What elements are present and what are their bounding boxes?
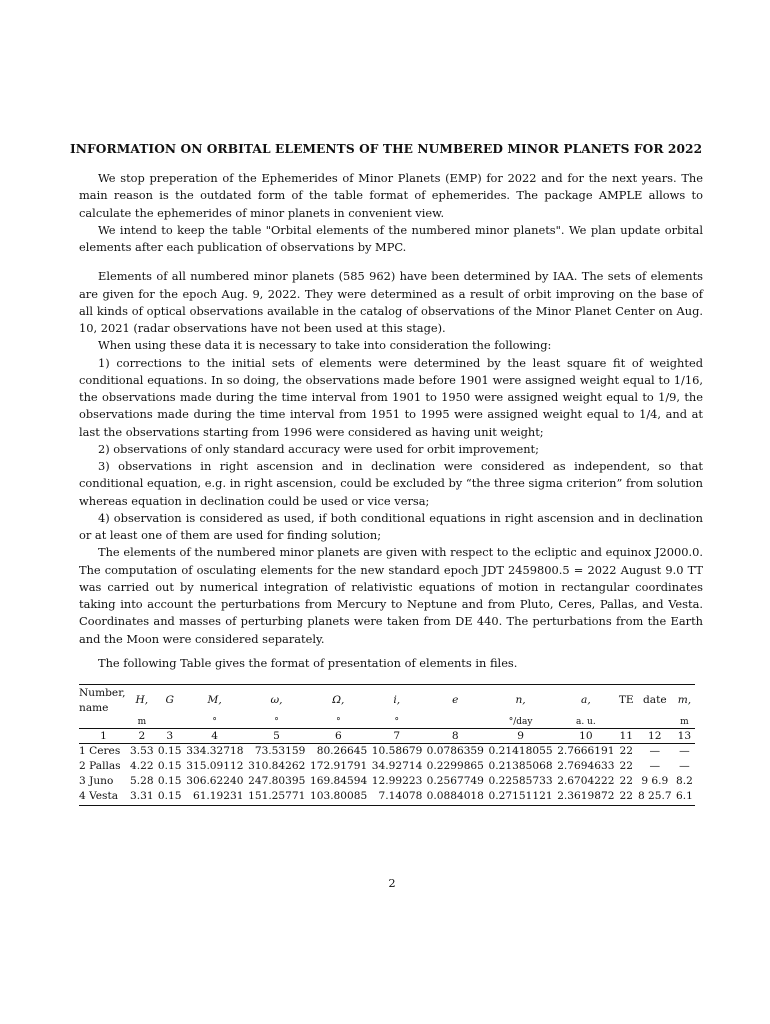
paragraph-elements-determined: Elements of all numbered minor planets (585 962) have been determined by IAA. The sets of elements are given for the epoch Aug. 9, 2022. They were determined as a result of orbit improving on the base of all kinds of optical observations available in the catalog of observations of the Minor Planet Center on Aug. 10, 2021 (radar observations have not been used at this stage). — [79, 269, 703, 335]
column-number-cell: 11 — [617, 728, 636, 744]
table-cell: 2.6704222 — [557, 774, 615, 787]
column-number-cell: 12 — [636, 728, 674, 744]
table-cell: 2.7694633 — [557, 760, 615, 773]
table-cell: 3.31 — [128, 789, 156, 805]
table-cell: 4 Vesta — [79, 789, 128, 805]
header-cell: n, — [486, 685, 555, 716]
table-cell: 3 Juno — [79, 774, 114, 787]
header-cell: M, — [184, 685, 246, 716]
unit-cell: ° — [212, 716, 217, 727]
header-cell: G — [156, 685, 184, 716]
unit-cell — [79, 716, 128, 729]
unit-cell: m — [137, 716, 147, 727]
table-cell: — — [649, 760, 661, 773]
column-number-cell: 1 — [79, 728, 128, 744]
table-units-row — [79, 716, 695, 729]
table-cell: 2.3619872 — [555, 789, 617, 805]
table-column-numbers-row — [79, 728, 695, 744]
table-cell: 334.32718 — [186, 745, 244, 758]
table-cell: 22 — [619, 760, 634, 773]
table-cell: 0.15 — [157, 774, 182, 787]
paragraph-item-3: 3) observations in right ascension and in declination were considered as independent, so that conditional equation, e.g. in right ascension, could be excluded by “the three sigma criterion” from solution whereas equation in declination could be used or vice versa; — [79, 459, 703, 508]
table-cell: 0.15 — [156, 789, 184, 805]
table-cell: 8.2 — [675, 774, 693, 787]
column-number-cell: 3 — [156, 728, 184, 744]
paragraph-item-4: 4) observation is considered as used, if both conditional equations in right ascension and in declination or at least one of them are used for finding solution; — [79, 510, 703, 542]
paragraph-ecliptic-equinox: The elements of the numbered minor planets are given with respect to the ecliptic and equinox J2000.0. The computation of osculating elements for the new standard epoch JDT 2459800.5 = 2022 August 9.0 TT was carried out by numerical integration of relativistic equations of motion in rectangular coordinates taking into account the perturbations from Mercury to Neptune and from Pluto, Ceres, Pallas, and Vesta. Coordinates and masses of perturbing planets were taken from DE 440. The perturbations from the Earth and the Moon were considered separately. — [79, 545, 703, 646]
column-number-cell: 7 — [369, 728, 424, 744]
column-number-cell: 10 — [555, 728, 617, 744]
unit-cell — [424, 716, 486, 729]
table-cell: — — [679, 760, 690, 773]
table-cell: 315.09112 — [186, 760, 244, 773]
table-cell: 4.22 — [130, 760, 154, 773]
table-cell: 0.27151121 — [486, 789, 555, 805]
header-cell: ω, — [246, 685, 308, 716]
table-cell: 12.99223 — [371, 774, 423, 787]
table-cell: 169.84594 — [309, 774, 368, 787]
paragraph-emp-stop: We stop preperation of the Ephemerides of Minor Planets (EMP) for 2022 and for the next years. The main reason is the outdated form of the table format of ephemerides. The package AMPLE allows to calculate the ephemerides of minor planets in convenient view. — [79, 171, 703, 220]
table-cell: 80.26645 — [316, 745, 368, 758]
header-number-name — [79, 685, 128, 716]
unit-cell — [636, 716, 674, 729]
table-cell: 0.2567749 — [426, 774, 484, 787]
unit-cell: a. u. — [575, 716, 596, 727]
column-number-cell: 4 — [184, 728, 246, 744]
table-cell: 0.22585733 — [488, 774, 553, 787]
column-number-cell: 6 — [307, 728, 369, 744]
paragraph-item-1: 1) corrections to the initial sets of elements were determined by the least square fit of weighted conditional equations. In so doing, the observations made before 1901 were assigned weight equal to 1/16, the observations made during the time interval from 1901 to 1950 were assigned weight equal to 1/9, the observations made during the time interval from 1951 to 1995 were assigned weight equal to 1/4, and at last the observations starting from 1996 were considered as having unit weight; — [79, 355, 703, 439]
table-cell: 2.7666191 — [557, 745, 615, 758]
table-cell: 8 25.7 — [636, 789, 674, 805]
unit-cell — [156, 716, 184, 729]
table-cell: 10.58679 — [371, 745, 423, 758]
table-cell: 2 Pallas — [79, 760, 121, 773]
paragraph-consideration: When using these data it is necessary to take into consideration the following: — [98, 338, 552, 353]
table-cell: 1 Ceres — [79, 745, 121, 758]
table-row — [79, 744, 695, 759]
table-cell: 310.84262 — [248, 760, 306, 773]
table-cell: 0.15 — [157, 745, 182, 758]
header-cell: e — [424, 685, 486, 716]
table-cell: 34.92714 — [371, 760, 423, 773]
header-cell: H, — [128, 685, 156, 716]
column-number-cell: 13 — [674, 728, 695, 744]
header-cell: Ω, — [307, 685, 369, 716]
table-intro: The following Table gives the format of presentation of elements in files. — [98, 656, 518, 670]
table-cell: 0.0786359 — [426, 745, 484, 758]
table-cell: 247.80395 — [248, 774, 306, 787]
table-cell: — — [649, 745, 661, 758]
elements-format-table — [79, 684, 695, 806]
table-cell: — — [679, 745, 690, 758]
unit-cell: ° — [336, 716, 341, 727]
unit-cell: ° — [274, 716, 279, 727]
unit-cell: m — [680, 716, 689, 727]
header-cell: TE — [617, 685, 636, 716]
page-title: INFORMATION ON ORBITAL ELEMENTS OF THE NUMBERED MINOR PLANETS FOR 2022 — [70, 142, 703, 156]
header-cell: name — [79, 701, 109, 714]
body-text — [79, 170, 703, 648]
table-cell: 0.2299865 — [426, 760, 484, 773]
unit-cell: ° — [394, 716, 400, 727]
header-cell: date — [636, 685, 674, 716]
table-cell: 103.80085 — [307, 789, 369, 805]
table-header-row — [79, 685, 695, 716]
table-cell: 6.1 — [674, 789, 695, 805]
header-cell: i, — [369, 685, 424, 716]
unit-cell — [617, 716, 636, 729]
table-cell: 73.53159 — [254, 745, 306, 758]
table-row — [79, 789, 695, 805]
paragraph-item-2: 2) observations of only standard accuracy were used for orbit improvement; — [98, 441, 539, 456]
table-cell: 151.25771 — [246, 789, 308, 805]
table-cell: 22 — [619, 745, 634, 758]
table-cell: 0.21385068 — [488, 760, 553, 773]
page-number: 2 — [388, 876, 396, 890]
table-cell: 306.62240 — [186, 774, 244, 787]
table-row — [79, 774, 695, 789]
header-cell: Number, — [79, 687, 126, 699]
column-number-cell: 9 — [486, 728, 555, 744]
column-number-cell: 5 — [246, 728, 308, 744]
table-cell: 9 6.9 — [641, 774, 669, 787]
table-cell: 22 — [619, 774, 634, 787]
table-cell: 22 — [617, 789, 636, 805]
table-cell: 61.19231 — [184, 789, 246, 805]
table-cell: 5.28 — [130, 774, 154, 787]
header-cell: m, — [674, 685, 695, 716]
unit-cell: °/day — [508, 716, 533, 727]
table-cell: 172.91791 — [309, 760, 368, 773]
table-row — [79, 759, 695, 774]
header-cell: a, — [555, 685, 617, 716]
table-cell: 0.21418055 — [488, 745, 553, 758]
column-number-cell: 8 — [424, 728, 486, 744]
table-cell: 7.14078 — [369, 789, 424, 805]
table-cell: 0.15 — [157, 760, 182, 773]
paragraph-keep-table: We intend to keep the table "Orbital elements of the numbered minor planets". We plan update orbital elements after each publication of observations by MPC. — [79, 222, 703, 254]
table-cell: 0.0884018 — [424, 789, 486, 805]
table-cell: 3.53 — [130, 745, 154, 758]
column-number-cell: 2 — [128, 728, 156, 744]
